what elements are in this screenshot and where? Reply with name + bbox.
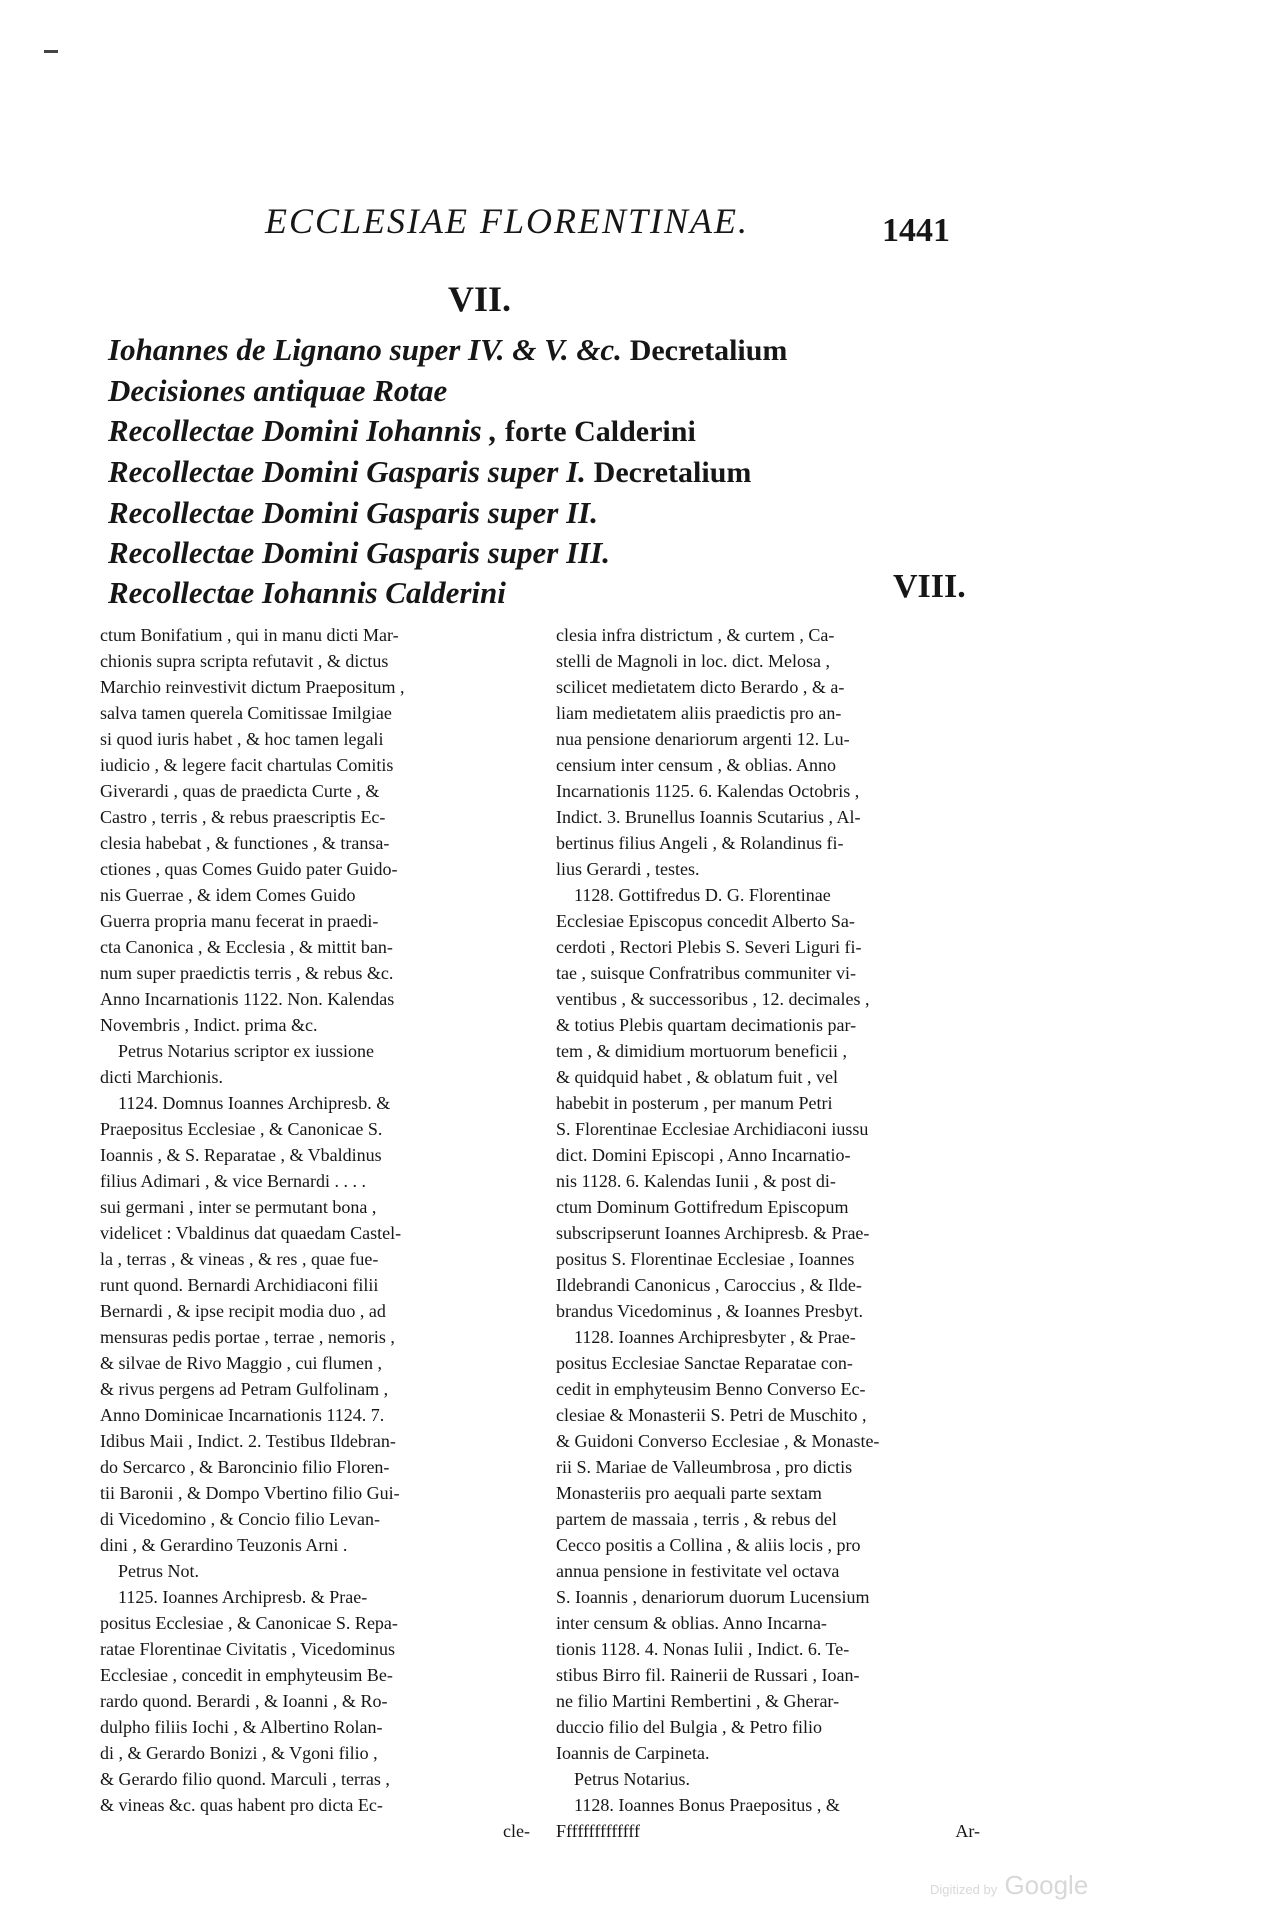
text-line: rardo quond. Berardi , & Ioanni , & Ro- [100, 1691, 388, 1711]
text-line: Praepositus Ecclesiae , & Canonicae S. [100, 1119, 383, 1139]
title-line [108, 452, 908, 493]
text-line: positus S. Florentinae Ecclesiae , Ioannes [556, 1249, 855, 1269]
text-line: subscripserunt Ioannes Archipresb. & Prae- [556, 1223, 870, 1243]
text-line: Monasteriis pro aequali parte sextam [556, 1483, 822, 1503]
catchword: Ar- [955, 1821, 980, 1841]
trailing-mark: Ffffffffffffff [556, 1821, 641, 1841]
text-line: clesia habebat , & functiones , & transa- [100, 833, 390, 853]
text-line: & totius Plebis quartam decimationis par- [556, 1015, 857, 1035]
text-line: tem , & dimidium mortuorum beneficii , [556, 1041, 847, 1061]
title-roman: Decretalium [629, 334, 788, 367]
text-line: 1128. Ioannes Bonus Praepositus , & [574, 1795, 840, 1815]
text-line: & vineas &c. quas habent pro dicta Ec- [100, 1795, 383, 1815]
text-line: chionis supra scripta refutavit , & dictus [100, 651, 389, 671]
title-line [108, 573, 908, 613]
text-line: liam medietatem aliis praedictis pro an- [556, 703, 842, 723]
text-line: di Vicedomino , & Concio filio Levan- [100, 1509, 381, 1529]
text-line: Cecco positis a Collina , & aliis locis , pro [556, 1535, 861, 1555]
title-line [108, 371, 908, 411]
text-line: tae , suisque Confratribus communiter vi- [556, 963, 856, 983]
text-line: Anno Incarnationis 1122. Non. Kalendas [100, 989, 395, 1009]
text-line: 1125. Ioannes Archipresb. & Prae- [118, 1587, 368, 1607]
text-line: salva tamen querela Comitissae Imilgiae [100, 703, 392, 723]
catchword-line [100, 1818, 530, 1844]
text-line: Marchio reinvestivit dictum Praepositum , [100, 677, 405, 697]
catchword-line [556, 1818, 980, 1844]
text-line: & Gerardo filio quond. Marculi , terras , [100, 1769, 390, 1789]
right-text-column [556, 622, 980, 1844]
text-line: iudicio , & legere facit chartulas Comitis [100, 755, 394, 775]
text-line: censium inter censum , & oblias. Anno [556, 755, 836, 775]
text-line: Castro , terris , & rebus praescriptis Ec- [100, 807, 386, 827]
text-line: Ecclesiae Episcopus concedit Alberto Sa- [556, 911, 855, 931]
title-italic: Recollectae Iohannis Calderini [108, 575, 506, 610]
section-vii-title-list [108, 330, 908, 613]
text-line: sui germani , inter se permutant bona , [100, 1197, 377, 1217]
text-line: Guerra propria manu fecerat in praedi- [100, 911, 379, 931]
text-line: Petrus Not. [118, 1561, 199, 1581]
text-line: ctum Bonifatium , qui in manu dicti Mar- [100, 625, 399, 645]
text-line: Giverardi , quas de praedicta Curte , & [100, 781, 380, 801]
title-line [108, 533, 908, 573]
text-line: inter censum & oblias. Anno Incarna- [556, 1613, 827, 1633]
text-line: Bernardi , & ipse recipit modia duo , ad [100, 1301, 386, 1321]
text-line: Petrus Notarius. [574, 1769, 690, 1789]
text-line: rii S. Mariae de Valleumbrosa , pro dictis [556, 1457, 853, 1477]
text-line: ventibus , & successoribus , 12. decimales , [556, 989, 870, 1009]
text-line: partem de massaia , terris , & rebus del [556, 1509, 837, 1529]
title-italic: Recollectae Domini Gasparis super I. [108, 454, 586, 489]
text-line: ratae Florentinae Civitatis , Vicedominus [100, 1639, 396, 1659]
text-line: stelli de Magnoli in loc. dict. Melosa , [556, 651, 830, 671]
text-line: filius Adimari , & vice Bernardi . . . . [100, 1171, 366, 1191]
text-line: ne filio Martini Rembertini , & Gherar- [556, 1691, 840, 1711]
text-line: & silvae de Rivo Maggio , cui flumen , [100, 1353, 382, 1373]
title-italic: Recollectae Domini Gasparis super III. [108, 535, 611, 570]
text-line: & quidquid habet , & oblatum fuit , vel [556, 1067, 838, 1087]
text-line: ctiones , quas Comes Guido pater Guido- [100, 859, 398, 879]
text-line: num super praedictis terris , & rebus &c. [100, 963, 394, 983]
watermark-brand: Google [1004, 1870, 1089, 1900]
text-line: 1124. Domnus Ioannes Archipresb. & [118, 1093, 391, 1113]
text-line: ctum Dominum Gottifredum Episcopum [556, 1197, 849, 1217]
text-line: duccio filio del Bulgia , & Petro filio [556, 1717, 822, 1737]
text-line: dini , & Gerardino Teuzonis Arni . [100, 1535, 348, 1555]
catchword: cle- [503, 1821, 530, 1841]
text-line: lius Gerardi , testes. [556, 859, 700, 879]
running-title: ECCLESIAE FLORENTINAE. [265, 201, 749, 241]
text-line: cta Canonica , & Ecclesia , & mittit ban- [100, 937, 393, 957]
text-line: Incarnationis 1125. 6. Kalendas Octobris , [556, 781, 860, 801]
section-viii-numeral: VIII. [893, 568, 966, 605]
text-line: nis Guerrae , & idem Comes Guido [100, 885, 356, 905]
text-line: mensuras pedis portae , terrae , nemoris , [100, 1327, 395, 1347]
text-line: Ioannis , & S. Reparatae , & Vbaldinus [100, 1145, 382, 1165]
text-line: Novembris , Indict. prima &c. [100, 1015, 318, 1035]
text-line: do Sercarco , & Baroncinio filio Floren- [100, 1457, 390, 1477]
text-line: scilicet medietatem dicto Berardo , & a- [556, 677, 845, 697]
text-line: positus Ecclesiae Sanctae Reparatae con- [556, 1353, 853, 1373]
text-line: tii Baronii , & Dompo Vbertino filio Gui- [100, 1483, 400, 1503]
text-line: si quod iuris habet , & hoc tamen legali [100, 729, 384, 749]
title-roman: Decretalium [593, 456, 752, 489]
text-line: stibus Birro fil. Rainerii de Russari , Ioan- [556, 1665, 860, 1685]
page-number: 1441 [882, 212, 950, 249]
text-line: clesia infra districtum , & curtem , Ca- [556, 625, 835, 645]
text-line: & rivus pergens ad Petram Gulfolinam , [100, 1379, 389, 1399]
text-line: dulpho filiis Iochi , & Albertino Rolan- [100, 1717, 383, 1737]
text-line: positus Ecclesiae , & Canonicae S. Repa- [100, 1613, 398, 1633]
title-line [108, 411, 908, 452]
text-line: clesiae & Monasterii S. Petri de Muschito , [556, 1405, 867, 1425]
text-line: Indict. 3. Brunellus Ioannis Scutarius , Al- [556, 807, 861, 827]
text-line: dict. Domini Episcopi , Anno Incarnatio- [556, 1145, 851, 1165]
text-line: runt quond. Bernardi Archidiaconi filii [100, 1275, 379, 1295]
text-line: & Guidoni Converso Ecclesiae , & Monaste- [556, 1431, 880, 1451]
text-line: Ecclesiae , concedit in emphyteusim Be- [100, 1665, 393, 1685]
title-line [108, 493, 908, 533]
text-line: bertinus filius Angeli , & Rolandinus fi- [556, 833, 844, 853]
text-line: Ioannis de Carpineta. [556, 1743, 710, 1763]
text-line: S. Ioannis , denariorum duorum Lucensium [556, 1587, 870, 1607]
margin-dash [44, 50, 58, 53]
text-line: cedit in emphyteusim Benno Converso Ec- [556, 1379, 866, 1399]
text-line: dicti Marchionis. [100, 1067, 223, 1087]
digitized-watermark [930, 1870, 1088, 1901]
text-line: di , & Gerardo Bonizi , & Vgoni filio , [100, 1743, 378, 1763]
text-line: Petrus Notarius scriptor ex iussione [118, 1041, 374, 1061]
title-line [108, 330, 908, 371]
text-line: Ildebrandi Canonicus , Caroccius , & Ilde- [556, 1275, 862, 1295]
left-text-column [100, 622, 530, 1844]
text-line: Idibus Maii , Indict. 2. Testibus Ildebran- [100, 1431, 396, 1451]
text-line: nis 1128. 6. Kalendas Iunii , & post di- [556, 1171, 836, 1191]
title-italic: Iohannes de Lignano super IV. & V. &c. [108, 332, 622, 367]
title-roman: forte Calderini [505, 415, 696, 448]
text-line: 1128. Ioannes Archipresbyter , & Prae- [574, 1327, 856, 1347]
text-line: brandus Vicedominus , & Ioannes Presbyt. [556, 1301, 864, 1321]
text-line: cerdoti , Rectori Plebis S. Severi Liguri fi- [556, 937, 862, 957]
section-vii-numeral: VII. [448, 279, 512, 319]
text-line: Anno Dominicae Incarnationis 1124. 7. [100, 1405, 385, 1425]
text-line: la , terras , & vineas , & res , quae fue- [100, 1249, 379, 1269]
text-line: S. Florentinae Ecclesiae Archidiaconi iussu [556, 1119, 869, 1139]
text-line: tionis 1128. 4. Nonas Iulii , Indict. 6. Te- [556, 1639, 850, 1659]
text-line: annua pensione in festivitate vel octava [556, 1561, 840, 1581]
text-line: nua pensione denariorum argenti 12. Lu- [556, 729, 850, 749]
text-line: 1128. Gottifredus D. G. Florentinae [574, 885, 831, 905]
title-italic: Decisiones antiquae Rotae [108, 373, 448, 408]
title-italic: Recollectae Domini Iohannis , [108, 413, 498, 448]
title-italic: Recollectae Domini Gasparis super II. [108, 495, 598, 530]
watermark-prefix: Digitized by [930, 1882, 998, 1897]
text-line: videlicet : Vbaldinus dat quaedam Castel- [100, 1223, 402, 1243]
text-line: habebit in posterum , per manum Petri [556, 1093, 833, 1113]
